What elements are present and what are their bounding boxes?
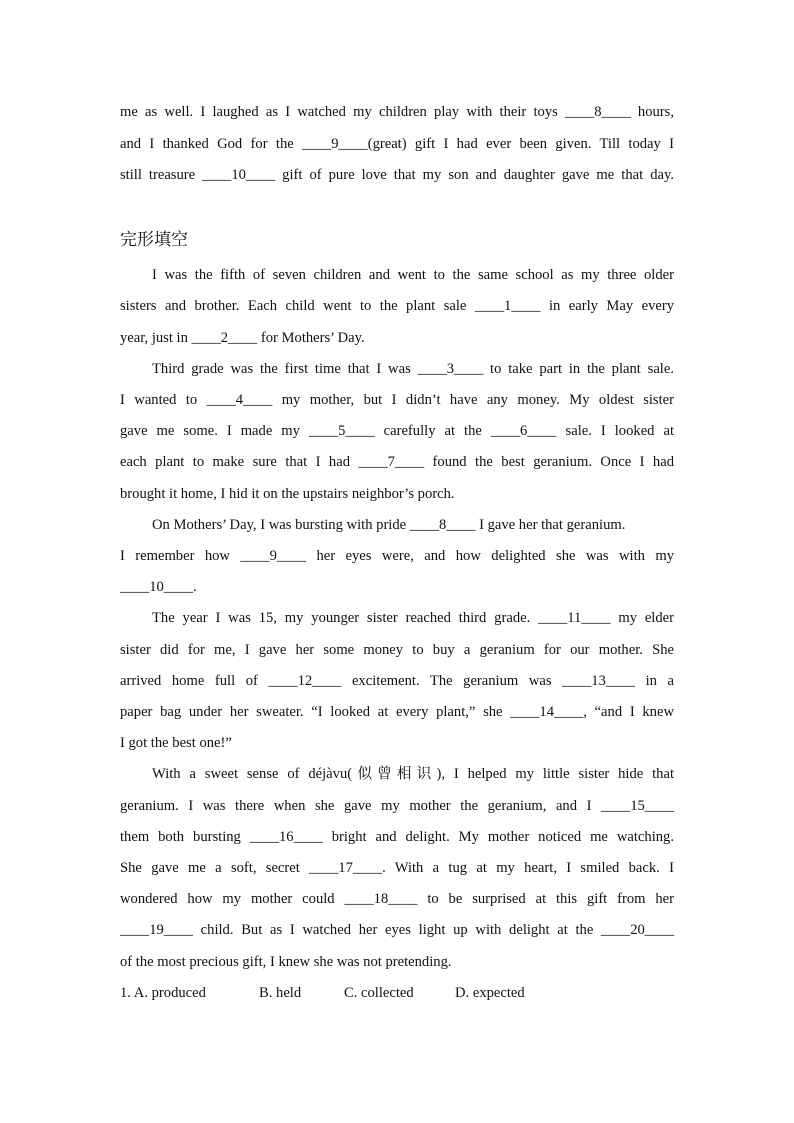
passage-line: She gave me a soft, secret ____17____. With a tug at my heart, I smiled back. I — [120, 860, 674, 876]
intro-line-3: still treasure ____10____ gift of pure love that my son and daughter gave me that day. — [120, 167, 674, 183]
passage-line: wondered how my mother could ____18____ to be surprised at this gift from her — [120, 891, 674, 907]
section-heading: 完形填空 — [120, 230, 188, 250]
passage-line: I got the best one!” — [120, 735, 232, 751]
passage-line: I was the fifth of seven children and went to the same school as my three older — [152, 267, 674, 283]
question-1-option-d: D. expected — [455, 985, 525, 1001]
passage-line: I remember how ____9____ her eyes were, and how delighted she was with my — [120, 548, 674, 564]
intro-line-2: and I thanked God for the ____9____(great) gift I had ever been given. Till today I — [120, 136, 674, 152]
passage-line: The year I was 15, my younger sister reached third grade. ____11____ my elder — [152, 610, 674, 626]
passage-line: arrived home full of ____12____ excitement. The geranium was ____13____ in a — [120, 673, 674, 689]
passage-line: sister did for me, I gave her some money to buy a geranium for our mother. She — [120, 642, 674, 658]
passage-line: brought it home, I hid it on the upstairs neighbor’s porch. — [120, 486, 455, 502]
passage-line: year, just in ____2____ for Mothers’ Day. — [120, 330, 365, 346]
passage-line: ____19____ child. But as I watched her eyes light up with delight at the ____20____ — [120, 922, 674, 938]
question-1-option-b: B. held — [259, 985, 302, 1001]
question-1-option-a: 1. A. produced — [120, 985, 206, 1001]
question-1-options — [120, 983, 674, 1003]
question-1-option-c: C. collected — [344, 985, 414, 1001]
passage-line: them both bursting ____16____ bright and delight. My mother noticed me watching. — [120, 829, 674, 845]
passage-line: geranium. I was there when she gave my mother the geranium, and I ____15____ — [120, 798, 674, 814]
passage-line: Third grade was the first time that I was ____3____ to take part in the plant sale. — [152, 361, 674, 377]
passage-line: paper bag under her sweater. “I looked at every plant,” she ____14____, “and I knew — [120, 704, 674, 720]
passage-line: of the most precious gift, I knew she was not pretending. — [120, 954, 452, 970]
passage-line: With a sweet sense of déjàvu(似曾相识), I helped my little sister hide that — [152, 766, 674, 782]
intro-line-1: me as well. I laughed as I watched my children play with their toys ____8____ hours, — [120, 104, 674, 120]
passage-line: gave me some. I made my ____5____ carefully at the ____6____ sale. I looked at — [120, 423, 674, 439]
passage-line: sisters and brother. Each child went to the plant sale ____1____ in early May every — [120, 298, 674, 314]
passage-line: On Mothers’ Day, I was bursting with pride ____8____ I gave her that geranium. — [152, 517, 626, 533]
passage-line: ____10____. — [120, 579, 197, 595]
passage-line: each plant to make sure that I had ____7____ found the best geranium. Once I had — [120, 454, 674, 470]
passage-line: I wanted to ____4____ my mother, but I didn’t have any money. My oldest sister — [120, 392, 674, 408]
